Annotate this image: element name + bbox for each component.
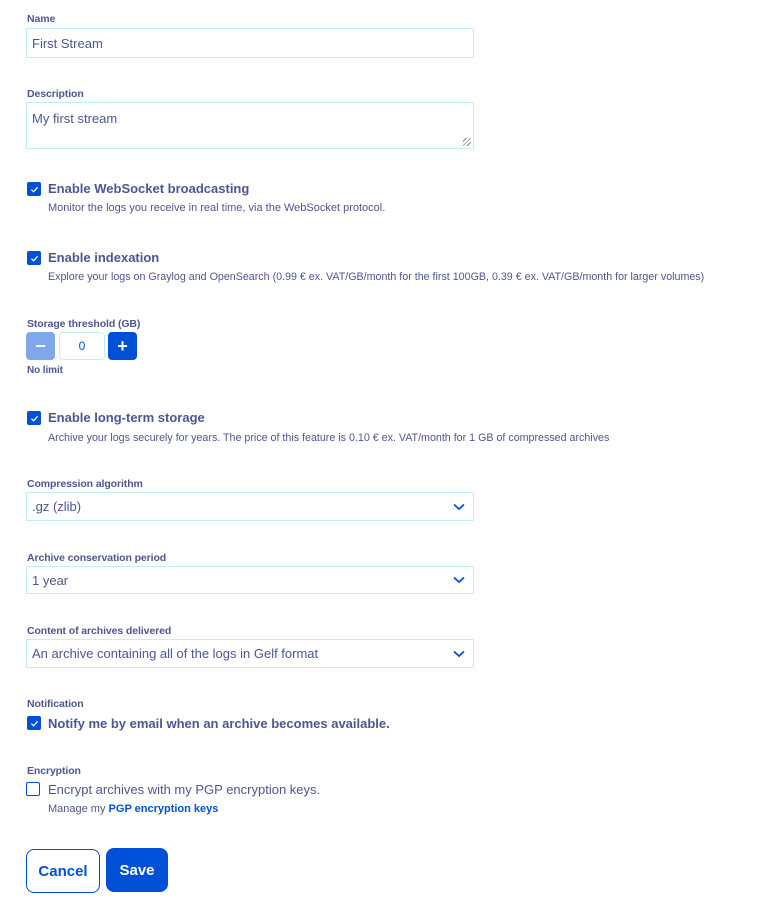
long-term-storage-description: Archive your logs securely for years. The price of this feature is 0.10 € ex. VAT/month for 1 GB of compressed archives (48, 432, 610, 444)
decrement-button[interactable] (26, 332, 55, 360)
resize-handle-icon[interactable] (463, 138, 471, 146)
encryption-label: Encryption (27, 765, 81, 777)
notification-label: Notification (27, 698, 84, 710)
retention-select[interactable] (26, 566, 474, 594)
content-select[interactable] (26, 639, 474, 668)
long-term-storage-title: Enable long-term storage (48, 410, 205, 425)
check-icon (30, 254, 39, 263)
websocket-checkbox[interactable] (27, 182, 41, 196)
check-icon (30, 185, 39, 194)
retention-label: Archive conservation period (27, 552, 167, 564)
notification-checkbox[interactable] (27, 716, 41, 730)
websocket-title: Enable WebSocket broadcasting (48, 181, 250, 196)
storage-threshold-input[interactable] (59, 332, 105, 360)
cancel-label: Cancel (38, 862, 88, 880)
storage-threshold-hint: No limit (27, 365, 63, 376)
compression-value: .gz (zlib) (32, 499, 82, 514)
long-term-storage-checkbox[interactable] (27, 411, 41, 425)
content-label: Content of archives delivered (27, 625, 172, 637)
encryption-manage (48, 803, 218, 815)
chevron-down-icon (453, 650, 465, 658)
chevron-down-icon (453, 503, 465, 511)
description-value: My first stream (32, 111, 118, 126)
name-input[interactable] (26, 28, 474, 58)
description-textarea[interactable] (26, 102, 474, 149)
check-icon (30, 414, 39, 423)
compression-select[interactable] (26, 492, 474, 521)
encryption-checkbox[interactable] (26, 782, 40, 796)
minus-icon: − (35, 335, 46, 356)
chevron-down-icon (453, 576, 465, 584)
description-label: Description (27, 88, 84, 100)
compression-label: Compression algorithm (27, 478, 143, 490)
storage-threshold-label: Storage threshold (GB) (27, 318, 141, 330)
save-button[interactable] (106, 848, 168, 892)
indexation-description: Explore your logs on Graylog and OpenSearch (0.99 € ex. VAT/GB/month for the first 100GB, 0.39 € ex. VAT/GB/month for larger volumes) (48, 271, 705, 283)
check-icon (30, 719, 39, 728)
name-label: Name (27, 13, 56, 25)
plus-icon: + (117, 335, 128, 356)
encryption-title: Encrypt archives with my PGP encryption keys. (48, 782, 321, 797)
name-input-value: First Stream (32, 35, 103, 51)
websocket-description: Monitor the logs you receive in real time, via the WebSocket protocol. (48, 202, 386, 214)
increment-button[interactable] (108, 332, 137, 360)
retention-value: 1 year (32, 572, 69, 588)
content-value: An archive containing all of the logs in Gelf format (32, 646, 319, 661)
save-label: Save (119, 861, 155, 879)
notification-title: Notify me by email when an archive becomes available. (48, 716, 390, 731)
cancel-button[interactable] (26, 849, 100, 893)
manage-prefix: Manage my (48, 803, 106, 815)
indexation-title: Enable indexation (48, 250, 160, 265)
indexation-checkbox[interactable] (27, 251, 41, 265)
pgp-keys-link[interactable]: PGP encryption keys (108, 803, 219, 815)
storage-threshold-value: 0 (78, 339, 86, 353)
